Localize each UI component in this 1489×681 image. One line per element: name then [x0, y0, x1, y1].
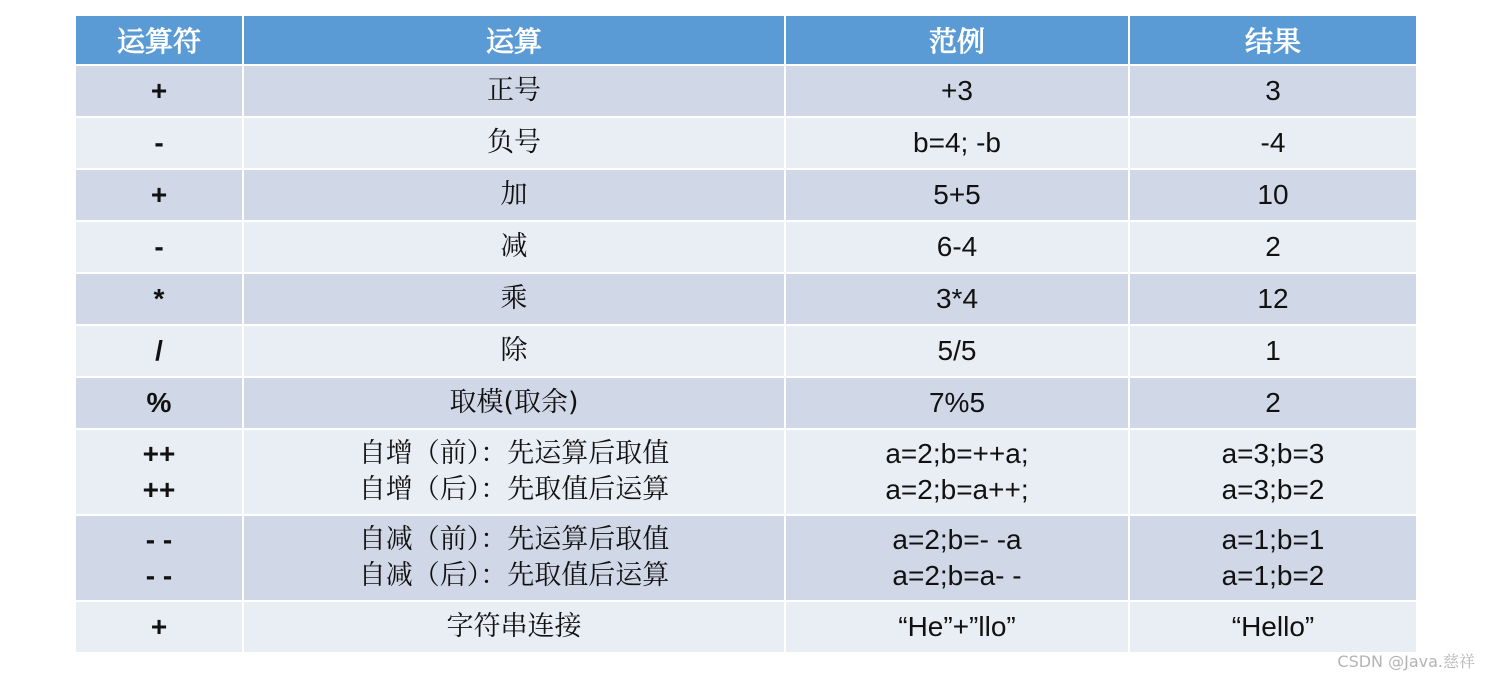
operation-cell: 取模(取余) [244, 378, 786, 430]
operator-cell: * [76, 274, 244, 326]
operator-cell: + [76, 170, 244, 222]
example-cell: 5+5 [786, 170, 1130, 222]
watermark: CSDN @Java.慈祥 [1337, 652, 1475, 671]
table-row [76, 602, 1416, 652]
operation-cell: 乘 [244, 274, 786, 326]
table-row [76, 378, 1416, 430]
table-row [76, 430, 1416, 516]
result-cell: 1 [1130, 326, 1416, 378]
table-row [76, 118, 1416, 170]
example-cell: “He”+”llo” [786, 602, 1130, 652]
operator-cell: - [76, 118, 244, 170]
example-cell: 5/5 [786, 326, 1130, 378]
table-row [76, 326, 1416, 378]
example-cell: +3 [786, 66, 1130, 118]
operator-cell: % [76, 378, 244, 430]
operation-cell: 除 [244, 326, 786, 378]
table-body [76, 66, 1416, 652]
operation-cell: 减 [244, 222, 786, 274]
operation-cell: 负号 [244, 118, 786, 170]
header-row [76, 16, 1416, 66]
result-cell: 2 [1130, 222, 1416, 274]
example-cell: a=2;b=- -a a=2;b=a- - [786, 516, 1130, 602]
operator-cell: - [76, 222, 244, 274]
table-row [76, 274, 1416, 326]
result-cell: -4 [1130, 118, 1416, 170]
result-cell: 12 [1130, 274, 1416, 326]
operation-cell: 加 [244, 170, 786, 222]
result-cell: a=1;b=1 a=1;b=2 [1130, 516, 1416, 602]
example-cell: 6-4 [786, 222, 1130, 274]
result-cell: 3 [1130, 66, 1416, 118]
example-cell: 3*4 [786, 274, 1130, 326]
table-row [76, 516, 1416, 602]
operation-cell: 字符串连接 [244, 602, 786, 652]
operation-cell: 正号 [244, 66, 786, 118]
example-cell: b=4; -b [786, 118, 1130, 170]
table-row [76, 66, 1416, 118]
operation-cell: 自减（前）：先运算后取值 自减（后）：先取值后运算 [244, 516, 786, 602]
result-cell: “Hello” [1130, 602, 1416, 652]
header-operator: 运算符 [76, 16, 244, 66]
result-cell: a=3;b=3 a=3;b=2 [1130, 430, 1416, 516]
operator-cell: + [76, 602, 244, 652]
operation-cell: 自增（前）：先运算后取值 自增（后）：先取值后运算 [244, 430, 786, 516]
operator-cell: + [76, 66, 244, 118]
header-example: 范例 [786, 16, 1130, 66]
operators-table [76, 16, 1416, 652]
table-header [76, 16, 1416, 66]
table-row [76, 170, 1416, 222]
example-cell: a=2;b=++a; a=2;b=a++; [786, 430, 1130, 516]
operator-cell: - - - - [76, 516, 244, 602]
operator-cell: / [76, 326, 244, 378]
header-result: 结果 [1130, 16, 1416, 66]
header-operation: 运算 [244, 16, 786, 66]
example-cell: 7%5 [786, 378, 1130, 430]
table-row [76, 222, 1416, 274]
result-cell: 2 [1130, 378, 1416, 430]
result-cell: 10 [1130, 170, 1416, 222]
operator-cell: ++ ++ [76, 430, 244, 516]
